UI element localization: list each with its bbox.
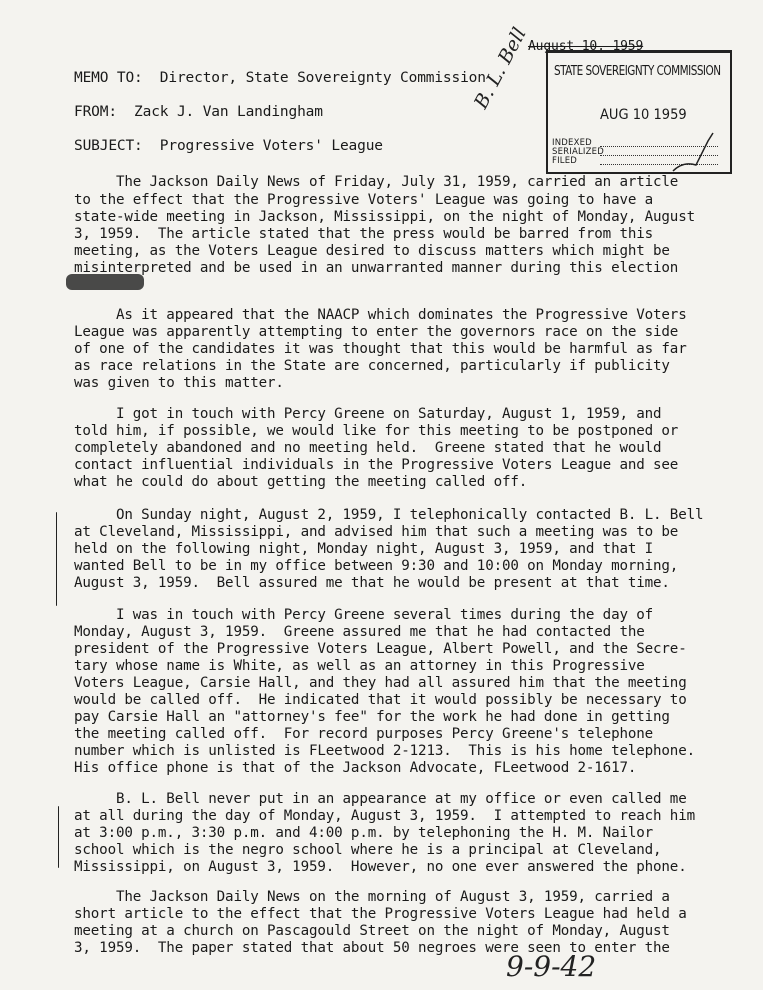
stamp-indexed: INDEXED: [552, 138, 592, 148]
body-line: meeting, as the Voters League desired to discuss matters which might be: [74, 243, 670, 259]
body-line: president of the Progressive Voters League, Albert Powell, and the Secre-: [74, 641, 687, 657]
body-line: Mississippi, on August 3, 1959. However, no one ever answered the phone.: [74, 859, 687, 875]
stamp-serialized: SERIALIZED: [552, 147, 604, 157]
body-line: The Jackson Daily News of Friday, July 31, 1959, carried an article: [74, 174, 679, 190]
body-line: The Jackson Daily News on the morning of August 3, 1959, carried a: [74, 889, 670, 905]
margin-bracket: [56, 512, 57, 606]
subject-line: SUBJECT: Progressive Voters' League: [74, 138, 383, 154]
from-line: FROM: Zack J. Van Landingham: [74, 104, 323, 120]
stamp-filed: FILED: [552, 156, 578, 166]
body-line: state-wide meeting in Jackson, Mississippi, on the night of Monday, August: [74, 209, 695, 225]
body-line: meeting at a church on Pascagould Street on the night of Monday, August: [74, 923, 670, 939]
received-stamp: [546, 50, 732, 174]
body-line: B. L. Bell never put in an appearance at my office or even called me: [74, 791, 687, 807]
stamp-date: AUG 10 1959: [600, 107, 687, 123]
body-line: to the effect that the Progressive Voters' League was going to have a: [74, 192, 654, 208]
body-line: misinterpreted and be used in an unwarranted manner during this election: [74, 260, 679, 276]
body-line: 3, 1959. The article stated that the press would be barred from this: [74, 226, 654, 242]
body-line: As it appeared that the NAACP which dominates the Progressive Voters: [74, 307, 687, 323]
body-line: was given to this matter.: [74, 375, 284, 391]
body-line: held on the following night, Monday night, August 3, 1959, and that I: [74, 541, 654, 557]
body-line: the meeting called off. For record purposes Percy Greene's telephone: [74, 726, 654, 742]
body-line: August 3, 1959. Bell assured me that he would be present at that time.: [74, 575, 670, 591]
body-line: Voters League, Carsie Hall, and they had all assured him that the meeting: [74, 675, 687, 691]
body-line: wanted Bell to be in my office between 9:30 and 10:00 on Monday morning,: [74, 558, 679, 574]
body-line: short article to the effect that the Progressive Voters League had held a: [74, 906, 687, 922]
body-line: completely abandoned and no meeting held. Greene stated that he would: [74, 440, 662, 456]
handwritten-page-number: 9-9-42: [506, 950, 597, 983]
body-line: at 3:00 p.m., 3:30 p.m. and 4:00 p.m. by telephoning the H. M. Nailor: [74, 825, 654, 841]
handwritten-initials: B. L. Bell: [470, 24, 531, 113]
body-line: I got in touch with Percy Greene on Saturday, August 1, 1959, and: [74, 406, 662, 422]
body-line: 3, 1959. The paper stated that about 50 negroes were seen to enter the: [74, 940, 670, 956]
body-line: school which is the negro school where he is a principal at Cleveland,: [74, 842, 662, 858]
body-line: would be called off. He indicated that it would possibly be necessary to: [74, 692, 687, 708]
body-line: I was in touch with Percy Greene several times during the day of: [74, 607, 654, 623]
body-line: tary whose name is White, as well as an attorney in this Progressive: [74, 658, 645, 674]
body-line: contact influential individuals in the Progressive Voters League and see: [74, 457, 679, 473]
body-line: as race relations in the State are concerned, particularly if publicity: [74, 358, 670, 374]
date-line: August 10, 1959: [528, 39, 644, 54]
margin-bracket: [58, 806, 59, 868]
body-line: His office phone is that of the Jackson Advocate, FLeetwood 2-1617.: [74, 760, 637, 776]
body-line: number which is unlisted is FLeetwood 2-1213. This is his home telephone.: [74, 743, 695, 759]
body-line: pay Carsie Hall an "attorney's fee" for the work he had done in getting: [74, 709, 670, 725]
body-line: Monday, August 3, 1959. Greene assured me that he had contacted the: [74, 624, 645, 640]
memo-to-line: MEMO TO: Director, State Sovereignty Commission: [74, 70, 486, 86]
stamp-title: STATE SOVEREIGNTY COMMISSION: [554, 63, 721, 79]
body-line: On Sunday night, August 2, 1959, I telephonically contacted B. L. Bell: [74, 507, 704, 523]
body-line: League was apparently attempting to enter the governors race on the side: [74, 324, 679, 340]
body-line: at Cleveland, Mississippi, and advised him that such a meeting was to be: [74, 524, 679, 540]
body-line: told him, if possible, we would like for this meeting to be postponed or: [74, 423, 679, 439]
body-line: of one of the candidates it was thought that this would be harmful as far: [74, 341, 687, 357]
body-line: at all during the day of Monday, August 3, 1959. I attempted to reach him: [74, 808, 695, 824]
body-line: what he could do about getting the meeting called off.: [74, 474, 528, 490]
